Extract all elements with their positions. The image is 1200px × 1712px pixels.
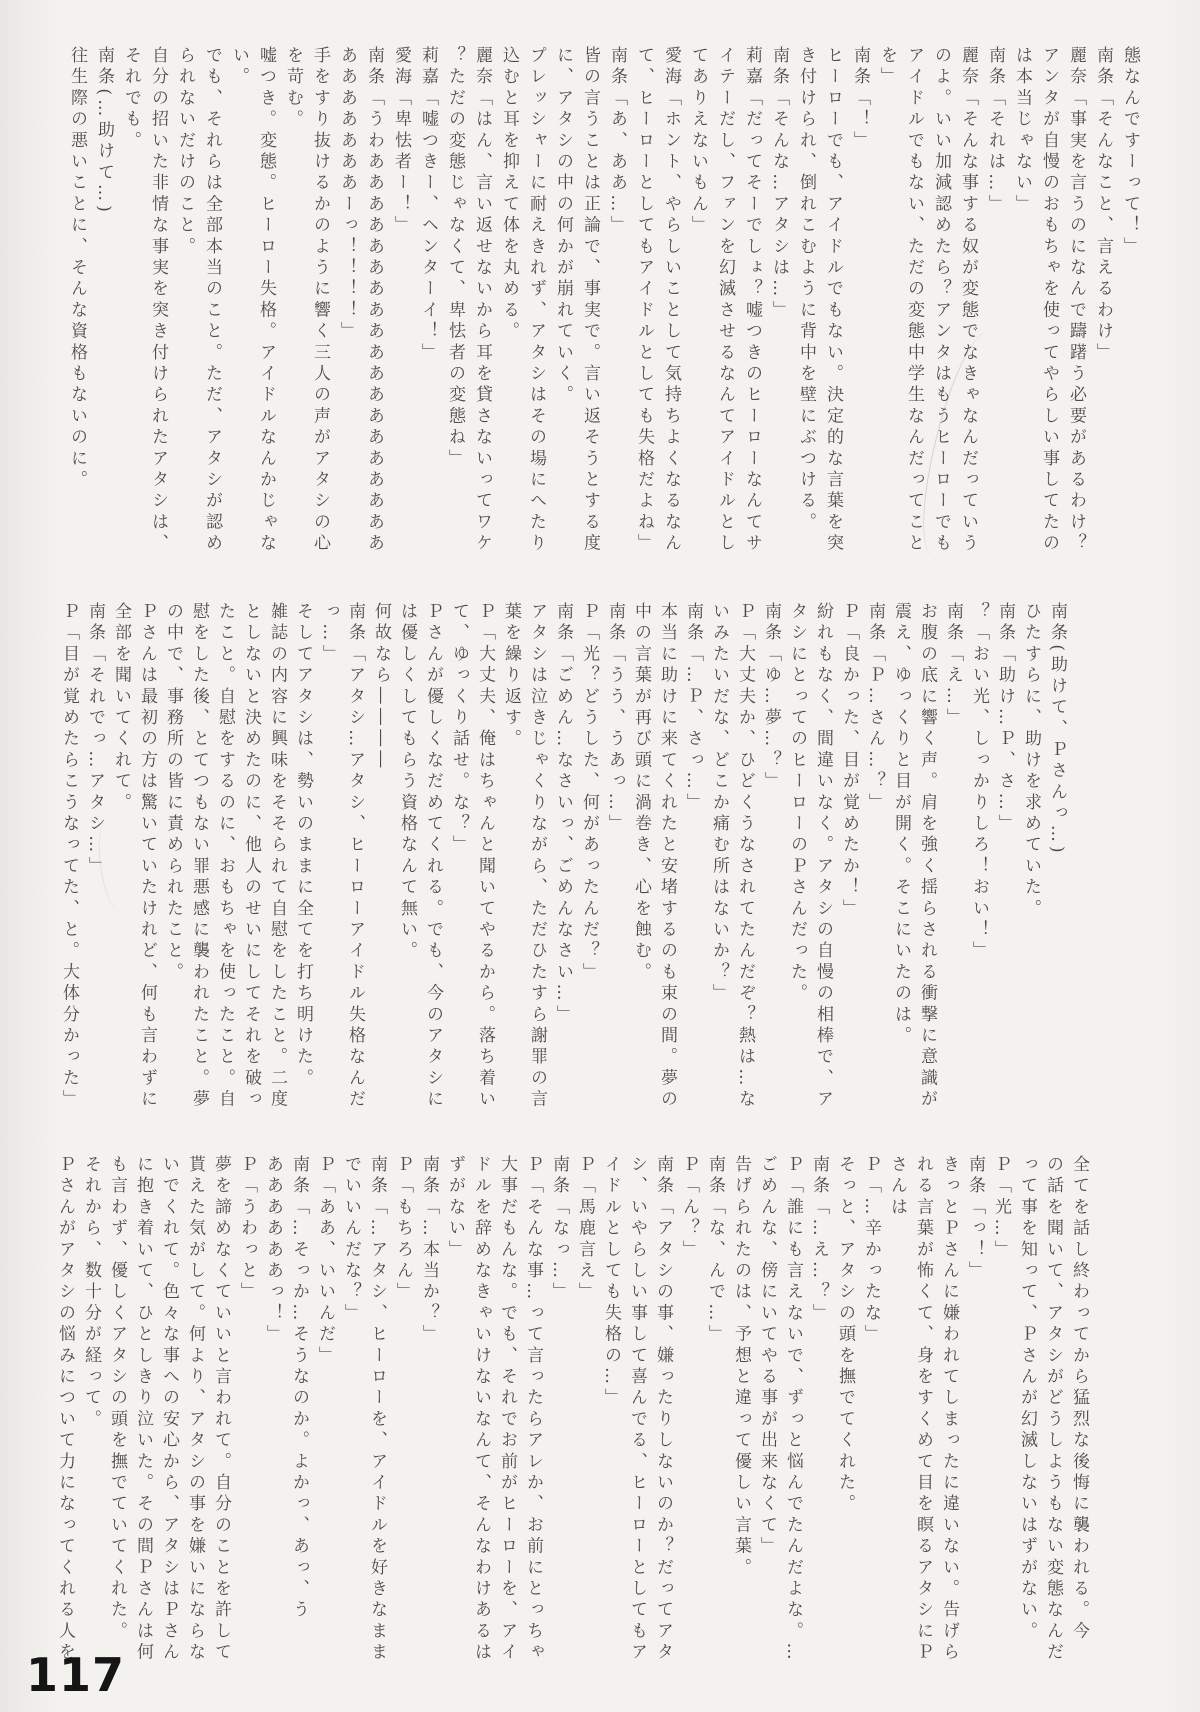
text-column: て、ゆっくり話せ。な？」 — [449, 602, 469, 857]
text-column: 態なんですーって！」 — [1120, 46, 1140, 258]
text-column: 震え、ゆっくりと目が開く。そこにいたのは。 — [891, 602, 911, 1048]
text-column: お腹の底に響く声。肩を強く揺らされる衝撃に意識が — [917, 602, 937, 1111]
text-column: 南条「なっ…」 — [549, 1155, 569, 1304]
text-column: 葉を繰り返す。 — [501, 602, 521, 751]
text-column: も言わず、優しくアタシの頭を撫でていてくれた。 — [107, 1155, 127, 1643]
text-column: 南条「な、んで…」 — [705, 1155, 725, 1346]
text-column: きっとＰさんに嫌われてしまったに違いない。告げら — [939, 1155, 959, 1664]
text-column: ドルを辞めなきゃいけないなんて、そんなわけあるは — [471, 1155, 491, 1664]
text-column: てありえないもん」 — [688, 46, 708, 237]
text-column: の中で、事務所の皆に責められたこと。 — [163, 602, 183, 984]
text-column: 南条「うわあああああああああああああああああああ — [364, 46, 384, 555]
text-column: 南条「それは…」 — [985, 46, 1005, 216]
text-column: を」 — [877, 46, 897, 89]
text-column: でも、それらは全部本当のこと。ただ、アタシが認め — [202, 46, 222, 555]
text-column: 込むと耳を抑えて体を丸める。 — [499, 46, 519, 343]
text-column: 南条「！」 — [850, 46, 870, 152]
text-column: 南条「え…」 — [943, 602, 963, 730]
text-column: アンタが自慢のおもちゃを使ってやらしい事してたの — [1039, 46, 1059, 555]
text-column: としないと決めたのに、他人のせいにしてそれを破っ — [241, 602, 261, 1111]
page-number: 117 — [26, 1648, 126, 1702]
text-column: 手をすり抜けるかのように響く三人の声がアタシの心 — [310, 46, 330, 555]
text-column: Ｐ「馬鹿言え」 — [575, 1155, 595, 1304]
text-column: い。 — [229, 46, 249, 89]
text-column: 南条「そんな…アタシは…」 — [769, 46, 789, 322]
text-column: Ｐ「光？どうした、何があったんだ？」 — [579, 602, 599, 984]
text-column: イテーだし、ファンを幻滅させるなんてアイドルとし — [715, 46, 735, 555]
text-column: Ｐ「良かった、目が覚めたか！」 — [839, 602, 859, 920]
text-column: 全てを話し終わってから猛烈な後悔に襲われる。今 — [1069, 1155, 1089, 1643]
text-column: 麗奈「そんな事する奴が変態でなきゃなんだっていう — [958, 46, 978, 555]
text-column: 南条「…Ｐ、さっ…」 — [683, 602, 703, 814]
text-column: に、アタシの中の何かが崩れていく。 — [553, 46, 573, 407]
text-column: あああああああーっ！！！！」 — [337, 46, 357, 343]
text-column: ああああああっ！」 — [263, 1155, 283, 1346]
text-column: 南条「ごめん…なさいっ、ごめんなさい…」 — [553, 602, 573, 1026]
text-column: 麗奈「はん、言い返せないから耳を貸さないってワケ — [472, 46, 492, 555]
text-column: に抱き着いて、ひとしきり泣いた。その間Ｐさんは何 — [133, 1155, 153, 1664]
text-column: Ｐ「光…」 — [991, 1155, 1011, 1261]
text-column: それから、数十分が経って。 — [81, 1155, 101, 1431]
text-column: Ｐさんが優しくなだめてくれる。でも、今のアタシに — [423, 602, 443, 1111]
text-column: Ｐ「ん？」 — [679, 1155, 699, 1261]
text-column: Ｐ「大丈夫、俺はちゃんと聞いてやるから。落ち着い — [475, 602, 495, 1111]
text-column: ？ただの変態じゃなくて、卑怯者の変態ね」 — [445, 46, 465, 470]
text-column: 南条(…助けて…) — [94, 46, 114, 217]
text-column: 南条「…え…？」 — [809, 1155, 829, 1325]
text-column: 夢を諦めなくていいと言われて。自分のことを許して — [211, 1155, 231, 1664]
text-column: Ｐさんは最初の方は驚いていたけれど、何も言わずに — [137, 602, 157, 1111]
text-column: は優しくしてもらう資格なんて無い。 — [397, 602, 417, 963]
text-column: 莉嘉「嘘つきー、ヘンターイ！」 — [418, 46, 438, 364]
text-column: ごめんな、傍にいてやる事が出来なくて」 — [757, 1155, 777, 1558]
text-column: そっと、アタシの頭を撫でてくれた。 — [835, 1155, 855, 1516]
text-column: 愛海「卑怯者ー！」 — [391, 46, 411, 237]
text-column: Ｐ「誰にも言えないで、ずっと悩んでたんだよな。… — [783, 1155, 803, 1664]
text-column: 慰をした後、とてつもない罪悪感に襲われたこと。夢 — [189, 602, 209, 1111]
text-column: 愛海「ホント、やらしいことして気持ちよくなるなん — [661, 46, 681, 555]
text-column: でいいんだな？」 — [341, 1155, 361, 1325]
text-column: ？「おい光、しっかりしろ！おい！」 — [969, 602, 989, 963]
text-column: Ｐ「うわっと」 — [237, 1155, 257, 1304]
text-column: 往生際の悪いことに、そんな資格もないのに。 — [67, 46, 87, 492]
text-band-bottom — [46, 1155, 1092, 1672]
text-column: Ｐさんがアタシの悩みについて力になってくれる人を — [55, 1155, 75, 1664]
text-column: たこと。自慰をするのに、おもちゃを使ったこと。自 — [215, 602, 235, 1111]
text-column: って事を知って、Ｐさんが幻滅しないはずがない。 — [1017, 1155, 1037, 1643]
text-column: ずがない」 — [445, 1155, 465, 1261]
text-column: プレッシャーに耐えきれず、アタシはその場にへたり — [526, 46, 546, 555]
text-column: そしてアタシは、勢いのままに全てを打ち明けた。 — [293, 602, 313, 1090]
text-column: さんは — [887, 1155, 907, 1219]
text-column: られないだけのこと。 — [175, 46, 195, 258]
text-column: いみたいだな、どこか痛む所はないか？」 — [709, 602, 729, 1005]
text-column: 雑誌の内容に興味をそそられて自慰をしたこと。二度 — [267, 602, 287, 1111]
text-column: は本当じゃない」 — [1012, 46, 1032, 216]
text-column: Ｐ「…辛かったな」 — [861, 1155, 881, 1346]
text-column: 南条「Ｐ…さん…？」 — [865, 602, 885, 814]
text-column: 南条「アタシ…アタシ、ヒーローアイドル失格なんだ — [345, 602, 365, 1111]
text-column: 南条「そんなこと、言えるわけ」 — [1093, 46, 1113, 364]
text-column: 南条「うう、うあっ…」 — [605, 602, 625, 836]
text-column: 南条「…本当か？」 — [419, 1155, 439, 1346]
text-column: を苛む。 — [283, 46, 303, 131]
text-column: の話を聞いて、アタシがどうしようもない変態なんだ — [1043, 1155, 1063, 1664]
text-column: れる言葉が怖くて、身をすくめて目を瞑るアタシにＰ — [913, 1155, 933, 1664]
text-column: それでも。 — [121, 46, 141, 152]
text-column: シ、いやらしい事して喜んでる、ヒーローとしてもア — [627, 1155, 647, 1664]
text-column: 莉嘉「だってそーでしょ？嘘つきのヒーローなんてサ — [742, 46, 762, 555]
text-column: のよ。いい加減認めたら？アンタはもうヒーローでも — [931, 46, 951, 555]
text-band-middle — [50, 602, 1070, 1119]
text-column: イドルとしても失格の…」 — [601, 1155, 621, 1410]
text-column: 紛れもなく、間違いなく。アタシの自慢の相棒で、ア — [813, 602, 833, 1111]
text-column: き付けられ、倒れこむように背中を壁にぶつける。 — [796, 46, 816, 534]
text-column: 南条「ゆ…夢…？」 — [761, 602, 781, 793]
text-column: 南条「それでっ…アタシ…」 — [85, 602, 105, 878]
text-column: Ｐ「ああ、いいんだ」 — [315, 1155, 335, 1367]
text-column: 南条「アタシの事、嫌ったりしないのか？だってアタ — [653, 1155, 673, 1664]
text-column: 南条「あ、ああ…」 — [607, 46, 627, 237]
text-column: 貰えた気がして。何より、アタシの事を嫌いにならな — [185, 1155, 205, 1664]
text-column: 告げられたのは、予想と違って優しい言葉。 — [731, 1155, 751, 1579]
text-column: 嘘つき。変態。ヒーロー失格。アイドルなんかじゃな — [256, 46, 276, 555]
text-column: ヒーローでも、アイドルでもない。決定的な言葉を突 — [823, 46, 843, 555]
text-column: 南条「…アタシ、ヒーローを、アイドルを好きなまま — [367, 1155, 387, 1664]
text-column: タシにとってのヒーローのＰさんだった。 — [787, 602, 807, 1005]
text-column: て、ヒーローとしてもアイドルとしても失格だよね」 — [634, 46, 654, 555]
text-column: Ｐ「目が覚めたらこうなってた、と。大体分かった」 — [59, 602, 79, 1111]
text-band-top — [57, 46, 1143, 563]
text-column: Ｐ「大丈夫か、ひどくうなされてたんだぞ？熱は…な — [735, 602, 755, 1111]
text-column: アタシは泣きじゃくりながら、ただひたすら謝罪の言 — [527, 602, 547, 1111]
text-column: 麗奈「事実を言うのになんで躊躇う必要があるわけ？ — [1066, 46, 1086, 555]
text-column: 南条「…そっか…そうなのか。よかっ、あっ、う — [289, 1155, 309, 1622]
text-column: ひたすらに、助けを求めていた。 — [1021, 602, 1041, 920]
text-column: 中の言葉が再び頭に渦巻き、心を蝕む。 — [631, 602, 651, 984]
text-column: Ｐ「もちろん」 — [393, 1155, 413, 1304]
text-column: 南条「っ！」 — [965, 1155, 985, 1283]
text-column: っ…」 — [319, 602, 339, 666]
text-column: 何故なら―――― — [371, 602, 391, 772]
text-column: 自分の招いた非情な事実を突き付けられたアタシは、 — [148, 46, 168, 555]
text-column: Ｐ「そんな事…って言ったらアレか、お前にとっちゃ — [523, 1155, 543, 1664]
text-column: 南条「助け…Ｐ、さ…」 — [995, 602, 1015, 836]
text-column: 南条(助けて、Ｐさんっ…) — [1047, 602, 1067, 857]
text-column: いでくれて。色々な事への安心から、アタシはＰさん — [159, 1155, 179, 1664]
text-column: 大事だもんな。でも、それでお前がヒーローを、アイ — [497, 1155, 517, 1664]
text-column: 皆の言うことは正論で、事実で。言い返そうとする度 — [580, 46, 600, 555]
text-column: 全部を聞いてくれて。 — [111, 602, 131, 814]
text-column: アイドルでもない、ただの変態中学生なんだってこと — [904, 46, 924, 555]
text-column: 本当に助けに来てくれたと安堵するのも束の間。夢の — [657, 602, 677, 1111]
